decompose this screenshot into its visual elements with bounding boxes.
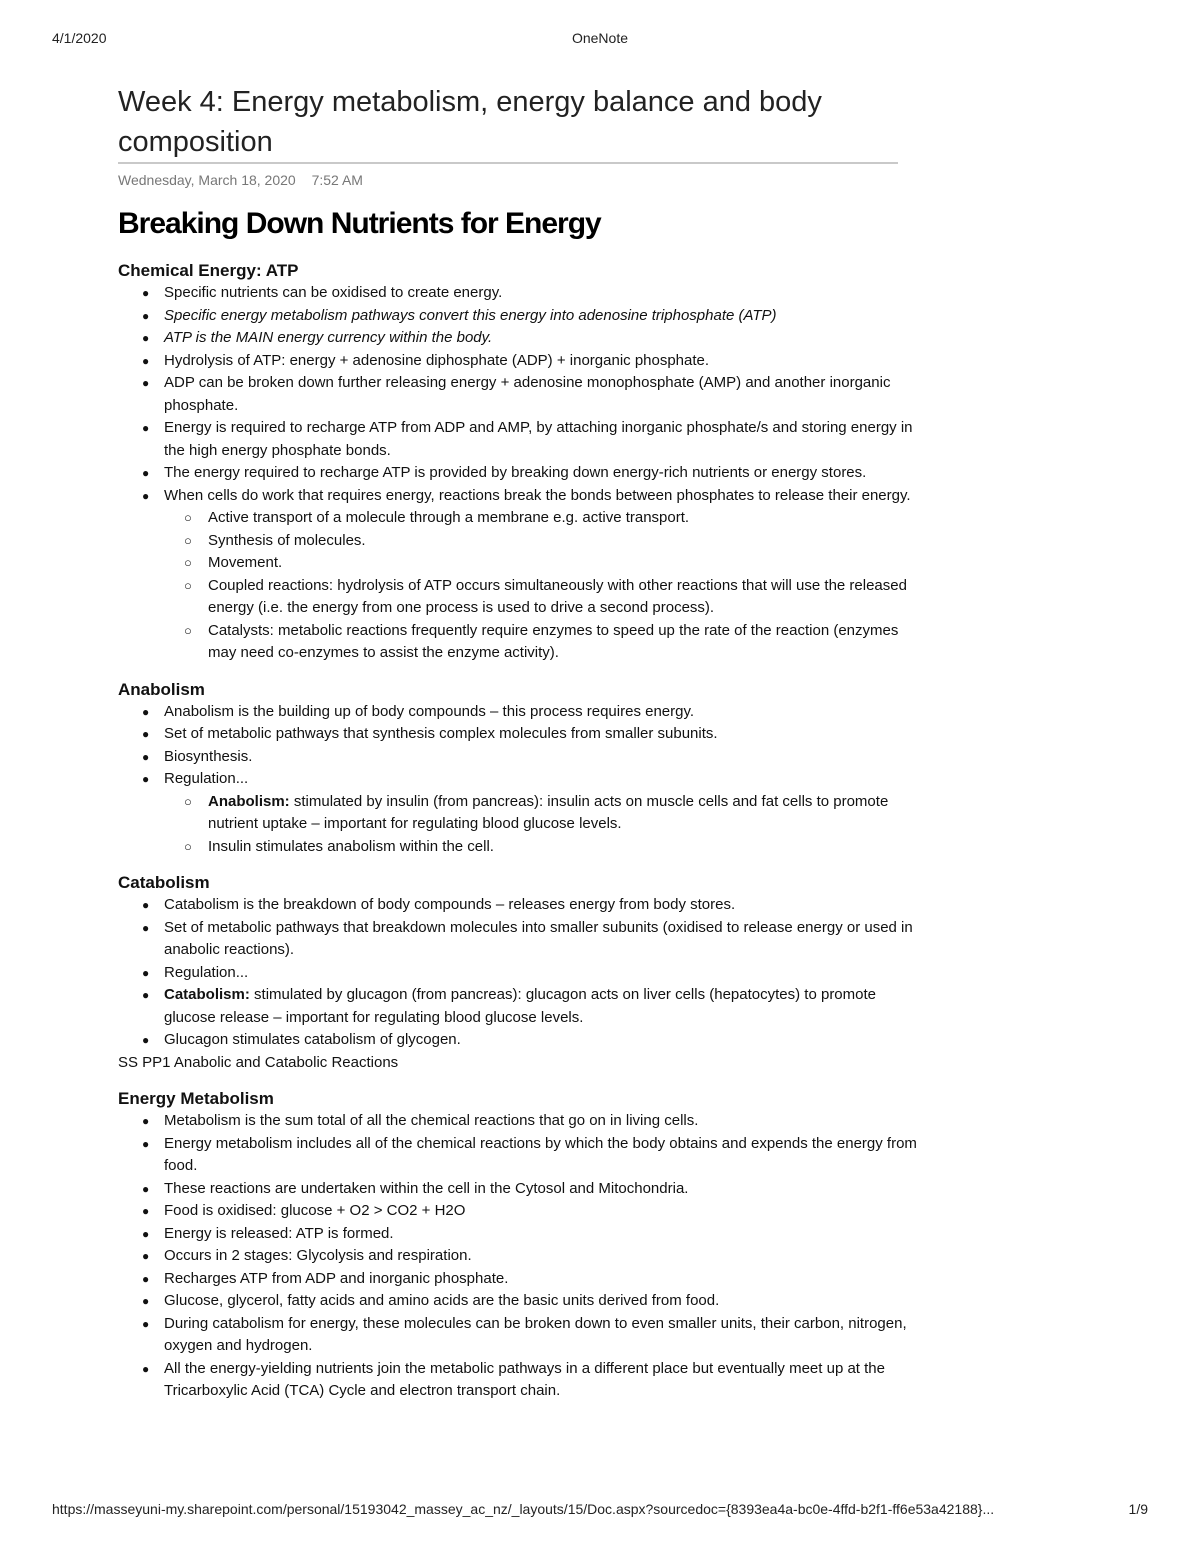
sub-bullet-icon: ○	[184, 622, 192, 638]
list-item: ● Set of metabolic pathways that breakdown molecules into smaller subunits (oxidised to release energy or used in anabolic reactions).	[142, 918, 913, 958]
section-heading: Catabolism	[118, 873, 210, 892]
bullet-icon: ●	[142, 772, 150, 786]
sub-bullet-icon: ○	[184, 577, 192, 593]
sub-list-item: ○ Insulin stimulates anabolism within the cell.	[118, 836, 918, 859]
print-header	[52, 30, 1148, 50]
bullet-icon: ●	[142, 920, 150, 935]
sub-list-item: ○ Movement.	[118, 552, 918, 575]
sub-list-item: ○ Anabolism: stimulated by insulin (from pancreas): insulin acts on muscle cells and fat cells to promote nutrient uptake – important for regulating blood glucose levels.	[184, 792, 889, 832]
list-item: ● Regulation...	[118, 962, 918, 985]
list-item: ● Metabolism is the sum total of all the chemical reactions that go on in living cells.	[118, 1110, 918, 1133]
section-note: SS PP1 Anabolic and Catabolic Reactions	[118, 1053, 399, 1071]
list-item: ● Hydrolysis of ATP: energy + adenosine diphosphate (ADP) + inorganic phosphate.	[118, 350, 918, 373]
bullet-list	[118, 894, 918, 1052]
page-title: Week 4: Energy metabolism, energy balance and body composition	[118, 86, 822, 158]
print-footer	[52, 1501, 1148, 1521]
bullet-icon: ●	[142, 898, 150, 912]
section-heading: Anabolism	[118, 679, 205, 699]
onenote-page	[118, 82, 918, 1403]
list-item: ● Glucagon stimulates catabolism of glycogen.	[118, 1029, 918, 1052]
list-item: ● ADP can be broken down further releasing energy + adenosine monophosphate (AMP) and another inorganic phosphate.	[142, 374, 891, 414]
list-item: ● Catabolism is the breakdown of body compounds – releases energy from body stores.	[118, 894, 918, 917]
bullet-icon: ●	[142, 1226, 150, 1241]
list-item: ● When cells do work that requires energy, reactions break the bonds between phosphates to release their energy. ○ Active transport of a molecule through a membrane e.g. active transport. ○ Synthesis of molecules. ○ Movement. ○ Coupled reactions: hydrolysis of ATP occurs simultaneously with other reactions that will use the released energy (i.e. the energy from one process is used to drive a second process). ○ Catalysts: metabolic reactions frequently require enzymes to speed up the rate of the reaction (enzymes may need co-enzymes to assist the enzyme activity).	[118, 485, 918, 665]
bullet-icon: ●	[142, 1204, 150, 1218]
sub-bullet-icon: ○	[184, 510, 192, 525]
title-divider	[118, 162, 898, 164]
sub-bullet-icon: ○	[184, 532, 192, 548]
sub-list-item: ○ Coupled reactions: hydrolysis of ATP occurs simultaneously with other reactions that will use the released energy (i.e. the energy from one process is used to drive a second process).	[184, 576, 907, 616]
bullet-icon: ●	[142, 376, 150, 390]
print-date: 4/1/2020	[52, 30, 107, 46]
list-item: ● Regulation... ○ Anabolism: stimulated by insulin (from pancreas): insulin acts on muscle cells and fat cells to promote nutrient uptake – important for regulating blood glucose levels. ○ Insulin stimulates anabolism within the cell.	[118, 768, 918, 858]
list-item: ● During catabolism for energy, these molecules can be broken down to even smaller units, their carbon, nitrogen, oxygen and hydrogen.	[142, 1314, 907, 1354]
bullet-icon: ●	[142, 704, 150, 719]
list-item: ● Specific energy metabolism pathways convert this energy into adenosine triphosphate (ATP)	[118, 305, 918, 328]
sub-bullet-icon: ○	[184, 555, 192, 570]
source-url: https://masseyuni-my.sharepoint.com/personal/15193042_massey_ac_nz/_layouts/15/Doc.aspx?sourcedoc={8393ea4a-bc0e-4ffd-b2f1-ff6e53a42188}...	[52, 1501, 995, 1517]
section-heading: Chemical Energy: ATP	[118, 261, 299, 280]
bullet-icon: ●	[142, 353, 150, 368]
bullet-icon: ●	[142, 1136, 150, 1151]
bullet-icon: ●	[142, 1316, 150, 1331]
sub-bullet-icon: ○	[184, 838, 192, 854]
page-time: 7:52 AM	[311, 172, 363, 188]
bullet-icon: ●	[142, 466, 150, 480]
bullet-icon: ●	[142, 308, 150, 323]
list-item: ● All the energy-yielding nutrients join the metabolic pathways in a different place but eventually meet up at the Tricarboxylic Acid (TCA) Cycle and electron transport chain.	[142, 1359, 885, 1399]
section-anabolism	[118, 679, 918, 859]
page-datetime	[118, 172, 918, 192]
bullet-icon: ●	[142, 1249, 150, 1263]
bullet-icon: ●	[142, 1181, 150, 1196]
bullet-icon: ●	[142, 286, 150, 300]
list-item: ● Occurs in 2 stages: Glycolysis and respiration.	[118, 1245, 918, 1268]
bullet-list	[118, 701, 918, 859]
bullet-icon: ●	[142, 488, 150, 503]
list-item: ● The energy required to recharge ATP is provided by breaking down energy-rich nutrients or energy stores.	[118, 462, 918, 485]
bullet-icon: ●	[142, 1271, 150, 1286]
section-heading: Energy Metabolism	[118, 1089, 274, 1108]
list-item: ● These reactions are undertaken within the cell in the Cytosol and Mitochondria.	[118, 1178, 918, 1201]
list-item: ● Energy metabolism includes all of the chemical reactions by which the body obtains and expends the energy from food.	[142, 1134, 917, 1174]
page-number: 1/9	[1128, 1501, 1148, 1517]
sub-list-item: ○ Catalysts: metabolic reactions frequently require enzymes to speed up the rate of the reaction (enzymes may need co-enzymes to assist the enzyme activity).	[184, 621, 899, 661]
bullet-icon: ●	[142, 727, 150, 741]
list-item: ● Catabolism: stimulated by glucagon (from pancreas): glucagon acts on liver cells (hepatocytes) to promote glucose release – important for regulating blood glucose levels.	[142, 986, 876, 1026]
bullet-icon: ●	[142, 1294, 150, 1308]
section-catabolism	[118, 872, 918, 1074]
bullet-icon: ●	[142, 421, 150, 435]
bullet-icon: ●	[142, 331, 150, 345]
section-atp	[118, 260, 918, 665]
list-item: ● Food is oxidised: glucose + O2 > CO2 + H2O	[118, 1200, 918, 1223]
bullet-icon: ●	[142, 1361, 150, 1376]
list-item: ● Anabolism is the building up of body compounds – this process requires energy.	[118, 701, 918, 724]
print-app-name: OneNote	[571, 30, 629, 46]
list-item: ● Energy is released: ATP is formed.	[118, 1223, 918, 1246]
list-item: ● Glucose, glycerol, fatty acids and amino acids are the basic units derived from food.	[118, 1290, 918, 1313]
section-energy-metabolism	[118, 1088, 918, 1403]
list-item: ● Recharges ATP from ADP and inorganic phosphate.	[118, 1268, 918, 1291]
bullet-icon: ●	[142, 965, 150, 980]
bullet-icon: ●	[142, 988, 150, 1002]
page-date: Wednesday, March 18, 2020	[118, 172, 296, 188]
bullet-list	[118, 282, 918, 665]
sub-bullet-list	[164, 507, 918, 665]
sub-bullet-list	[164, 791, 918, 859]
list-item: ● Specific nutrients can be oxidised to create energy.	[118, 282, 918, 305]
list-item: ● Energy is required to recharge ATP from ADP and AMP, by attaching inorganic phosphate/s and storing energy in the high energy phosphate bonds.	[142, 419, 913, 459]
bullet-icon: ●	[142, 1033, 150, 1047]
page-heading: Breaking Down Nutrients for Energy	[118, 207, 601, 240]
bullet-icon: ●	[142, 1114, 150, 1128]
sub-bullet-icon: ○	[184, 793, 192, 809]
list-item: ● Biosynthesis.	[118, 746, 918, 769]
list-item: ● Set of metabolic pathways that synthesis complex molecules from smaller subunits.	[118, 723, 918, 746]
list-item: ● ATP is the MAIN energy currency within the body.	[118, 327, 918, 350]
bullet-icon: ●	[142, 749, 150, 764]
sub-list-item: ○ Active transport of a molecule through a membrane e.g. active transport.	[118, 507, 918, 530]
bullet-list	[118, 1110, 918, 1403]
sub-list-item: ○ Synthesis of molecules.	[118, 530, 918, 553]
